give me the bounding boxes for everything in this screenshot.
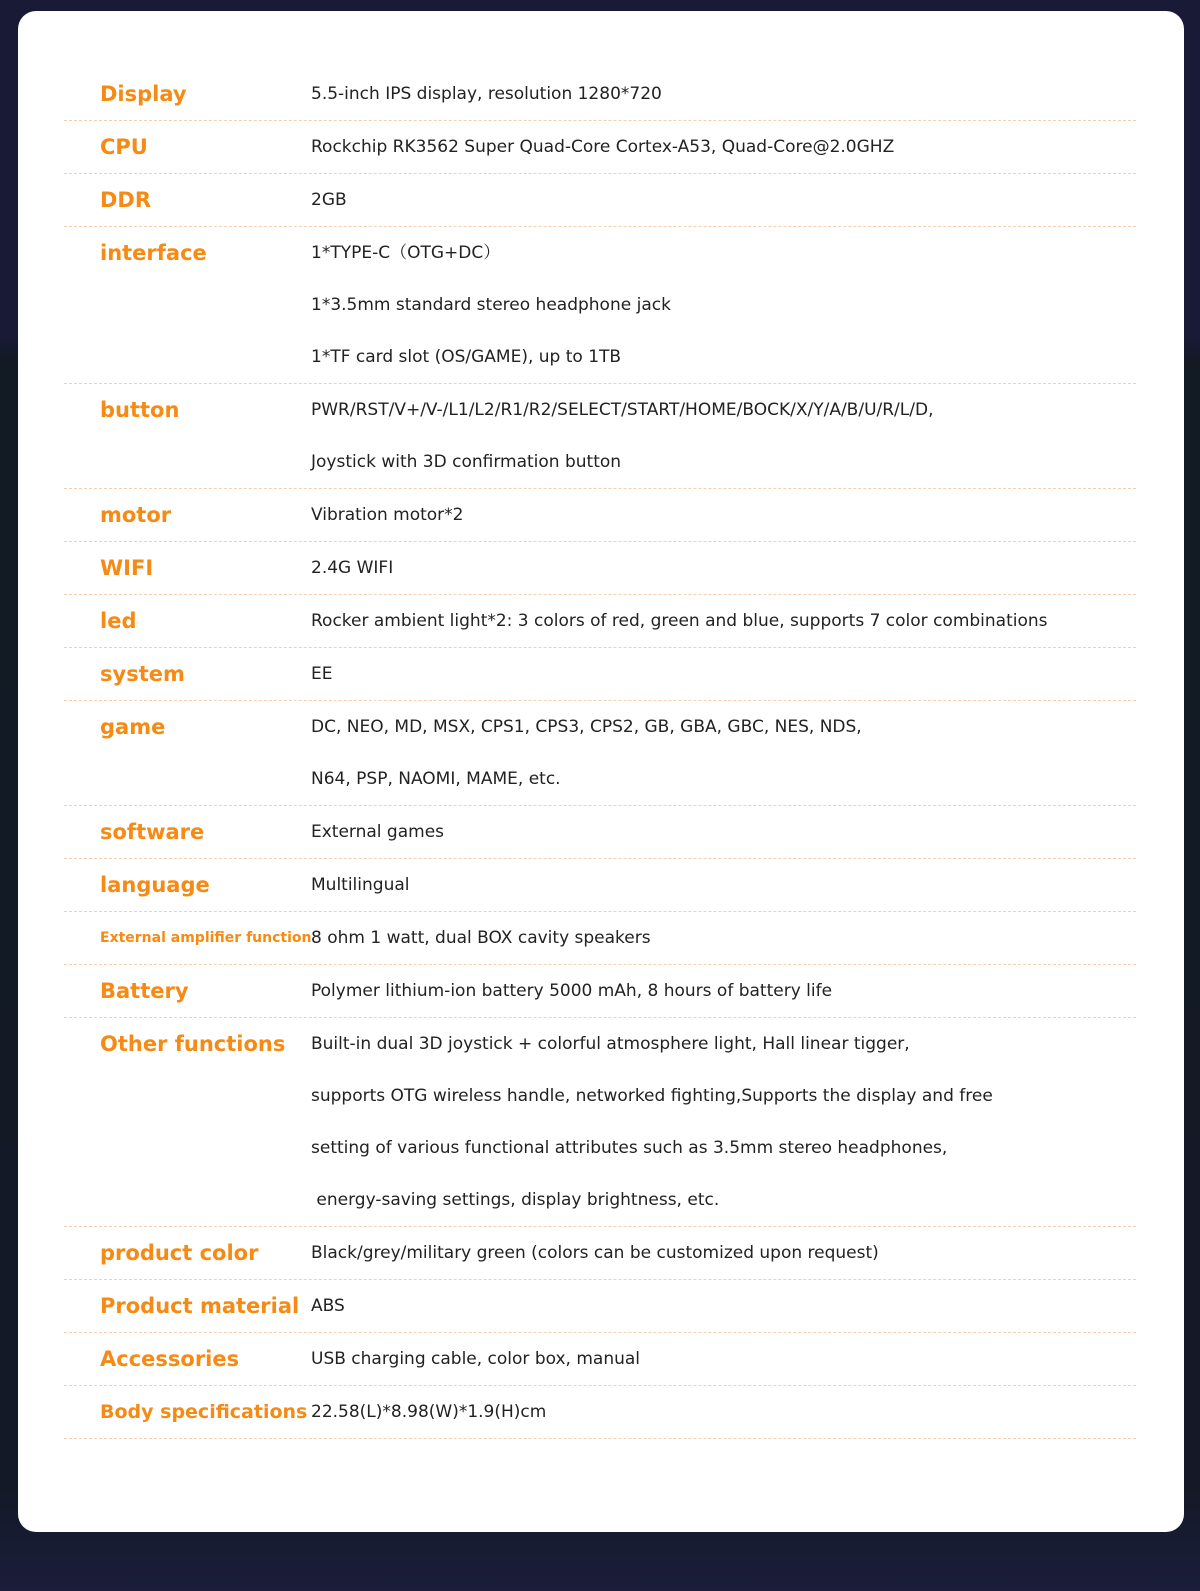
spec-label: Other functions [100,1032,286,1056]
spec-values [311,121,1136,173]
spec-row [64,806,1136,859]
spec-value: Multilingual [311,875,410,895]
spec-value: External games [311,822,445,842]
spec-row [64,227,1136,384]
spec-row [64,859,1136,912]
spec-value: DC, NEO, MD, MSX, CPS1, CPS3, CPS2, GB, GBA, GBC, NES, NDS, [311,717,862,737]
spec-label: software [100,820,205,844]
spec-values [311,806,1136,858]
spec-label: led [100,609,137,633]
spec-label: Product material [100,1294,300,1318]
spec-values [311,859,1136,911]
spec-value: 1*3.5mm standard stereo headphone jack [311,295,671,315]
spec-row [64,648,1136,701]
spec-values [311,174,1136,226]
spec-label: motor [100,503,172,527]
spec-row [64,912,1136,965]
spec-row [64,1386,1136,1439]
spec-value: 5.5-inch IPS display, resolution 1280*720 [311,84,662,104]
spec-row [64,1018,1136,1227]
spec-value: 1*TF card slot (OS/GAME), up to 1TB [311,347,622,367]
spec-label: Accessories [100,1347,240,1371]
spec-values [311,1280,1136,1332]
spec-label: product color [100,1241,259,1265]
spec-row [64,174,1136,227]
spec-label: CPU [100,135,148,159]
spec-value: N64, PSP, NAOMI, MAME, etc. [311,769,561,789]
spec-value: Polymer lithium-ion battery 5000 mAh, 8 hours of battery life [311,981,833,1001]
spec-row [64,384,1136,489]
spec-values [311,489,1136,541]
spec-row [64,489,1136,542]
spec-label: External amplifier function [100,930,312,946]
spec-values [311,542,1136,594]
spec-value: USB charging cable, color box, manual [311,1349,641,1369]
spec-value: ABS [311,1296,345,1316]
spec-value: Rocker ambient light*2: 3 colors of red, green and blue, supports 7 color combinations [311,611,1048,631]
spec-values [311,595,1136,647]
spec-values [311,1386,1136,1438]
spec-values [311,1018,1136,1226]
spec-card [18,11,1184,1532]
spec-row [64,1333,1136,1386]
spec-row [64,1227,1136,1280]
spec-row [64,68,1136,121]
spec-row [64,965,1136,1018]
spec-value: Black/grey/military green (colors can be customized upon request) [311,1243,879,1263]
spec-row [64,701,1136,806]
spec-value: 2GB [311,190,347,210]
spec-table [64,68,1136,1439]
spec-label: WIFI [100,556,154,580]
spec-values [311,912,1136,964]
spec-values [311,701,1136,805]
spec-value: Vibration motor*2 [311,505,464,525]
spec-value: 22.58(L)*8.98(W)*1.9(H)cm [311,1402,547,1422]
spec-value: 8 ohm 1 watt, dual BOX cavity speakers [311,928,651,948]
spec-label: game [100,715,166,739]
spec-values [311,648,1136,700]
spec-label: DDR [100,188,152,212]
spec-label: Battery [100,979,189,1003]
spec-values [311,68,1136,120]
spec-values [311,1333,1136,1385]
spec-row [64,595,1136,648]
spec-label: interface [100,241,207,265]
spec-label: Body specifications [100,1401,308,1423]
spec-values [311,384,1136,488]
spec-row [64,542,1136,595]
spec-row [64,121,1136,174]
spec-row [64,1280,1136,1333]
spec-values [311,965,1136,1017]
spec-values [311,227,1136,383]
spec-value: Built-in dual 3D joystick + colorful atmosphere light, Hall linear tigger, [311,1034,910,1054]
spec-value: PWR/RST/V+/V-/L1/L2/R1/R2/SELECT/START/HOME/BOCK/X/Y/A/B/U/R/L/D, [311,400,934,420]
spec-value: supports OTG wireless handle, networked fighting,Supports the display and free [311,1086,993,1106]
spec-value: 1*TYPE-C（OTG+DC） [311,243,501,263]
spec-label: language [100,873,210,897]
spec-label: Display [100,82,187,106]
spec-value: Rockchip RK3562 Super Quad-Core Cortex-A53, Quad-Core@2.0GHZ [311,137,895,157]
spec-value: 2.4G WIFI [311,558,394,578]
spec-value: Joystick with 3D confirmation button [311,452,622,472]
spec-values [311,1227,1136,1279]
spec-value: EE [311,664,333,684]
spec-value: energy-saving settings, display brightness, etc. [311,1190,720,1210]
spec-label: button [100,398,180,422]
spec-value: setting of various functional attributes such as 3.5mm stereo headphones, [311,1138,948,1158]
spec-label: system [100,662,185,686]
